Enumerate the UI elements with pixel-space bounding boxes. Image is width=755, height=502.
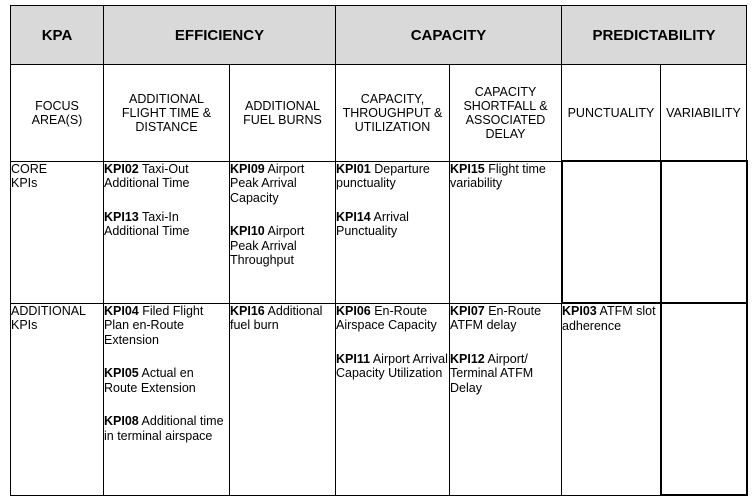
kpi-cell	[562, 303, 661, 495]
kpi-cell	[450, 161, 562, 303]
kpi-description: En-Route Airspace Capacity	[336, 303, 437, 332]
core-kpis-label: CORE KPIs	[11, 161, 104, 303]
kpa-header: KPA	[11, 6, 104, 65]
kpi-description: Taxi-Out Additional Time	[104, 161, 190, 190]
kpi-entry	[336, 162, 449, 191]
kpi-code: KPI13	[104, 209, 139, 224]
kpi-code: KPI14	[336, 209, 371, 224]
kpi-cell	[450, 303, 562, 495]
kpi-description: Arrival Punctuality	[336, 209, 409, 238]
kpi-description: Actual en Route Extension	[104, 366, 196, 395]
additional-kpis-label: ADDITIONAL KPIs	[11, 303, 104, 495]
kpi-description: Taxi-In Additional Time	[104, 209, 190, 238]
kpi-entry	[450, 162, 561, 191]
kpi-entry	[336, 304, 449, 333]
focus-area-cell: ADDITIONAL FLIGHT TIME & DISTANCE	[104, 65, 230, 162]
kpi-code: KPI04	[104, 303, 139, 318]
kpi-entry	[230, 304, 335, 333]
focus-area-cell: PUNCTUALITY	[562, 65, 661, 162]
kpi-code: KPI03	[562, 304, 597, 318]
kpi-description: Airport Peak Arrival Throughput	[230, 224, 305, 267]
focus-area-cell: ADDITIONAL FUEL BURNS	[230, 65, 336, 162]
kpi-entry	[104, 414, 229, 443]
kpi-description: Airport Arrival Capacity Utilization	[336, 351, 448, 380]
kpi-code: KPI09	[230, 161, 265, 176]
focus-area-cell: CAPACITY SHORTFALL & ASSOCIATED DELAY	[450, 65, 562, 162]
kpi-description: Additional time in terminal airspace	[104, 414, 224, 443]
kpi-cell	[230, 161, 336, 303]
empty-cell	[661, 161, 747, 303]
predictability-header: PREDICTABILITY	[562, 6, 747, 65]
kpi-entry	[104, 366, 229, 395]
kpi-cell	[336, 161, 450, 303]
kpi-entry	[562, 304, 660, 333]
core-kpis-row	[11, 161, 747, 303]
kpi-description: Airport/ Terminal ATFM Delay	[450, 351, 534, 395]
kpi-cell	[336, 303, 450, 495]
kpi-code: KPI10	[230, 224, 265, 238]
kpi-entry	[336, 210, 449, 239]
kpi-entry	[230, 162, 335, 206]
kpi-code: KPI01	[336, 161, 371, 176]
kpi-description: ATFM slot adherence	[562, 304, 656, 333]
focus-area-label: FOCUS AREA(S)	[11, 65, 104, 162]
efficiency-header: EFFICIENCY	[104, 6, 336, 65]
kpi-description: Flight time variability	[450, 161, 546, 190]
kpi-cell	[104, 303, 230, 495]
kpi-code: KPI07	[450, 303, 485, 318]
kpi-entry	[450, 304, 561, 333]
kpa-kpi-table	[10, 5, 748, 496]
focus-area-cell: VARIABILITY	[661, 65, 747, 162]
kpi-code: KPI02	[104, 161, 139, 176]
kpi-entry	[230, 224, 335, 268]
kpi-entry	[104, 304, 229, 348]
kpi-cell	[230, 303, 336, 495]
kpi-entry	[104, 162, 229, 191]
kpi-description: En-Route ATFM delay	[450, 303, 542, 332]
kpi-code: KPI12	[450, 351, 485, 366]
kpi-description: Additional fuel burn	[230, 303, 323, 332]
kpi-code: KPI08	[104, 414, 139, 428]
kpi-description: Airport Peak Arrival Capacity	[230, 161, 305, 205]
kpi-code: KPI05	[104, 366, 139, 380]
kpi-code: KPI16	[230, 303, 265, 318]
empty-cell	[562, 161, 661, 303]
kpi-description: Departure punctuality	[336, 161, 430, 190]
kpi-cell	[104, 161, 230, 303]
kpi-code: KPI15	[450, 161, 485, 176]
header-row	[11, 6, 747, 65]
kpi-entry	[450, 352, 561, 396]
additional-kpis-row	[11, 303, 747, 495]
focus-area-row	[11, 65, 747, 162]
empty-cell	[661, 303, 747, 495]
kpi-code: KPI06	[336, 303, 371, 318]
capacity-header: CAPACITY	[336, 6, 562, 65]
focus-area-cell: CAPACITY, THROUGHPUT & UTILIZATION	[336, 65, 450, 162]
kpi-description: Filed Flight Plan en-Route Extension	[104, 303, 204, 347]
kpi-entry	[104, 210, 229, 239]
kpi-code: KPI11	[336, 351, 371, 366]
kpi-entry	[336, 352, 449, 381]
